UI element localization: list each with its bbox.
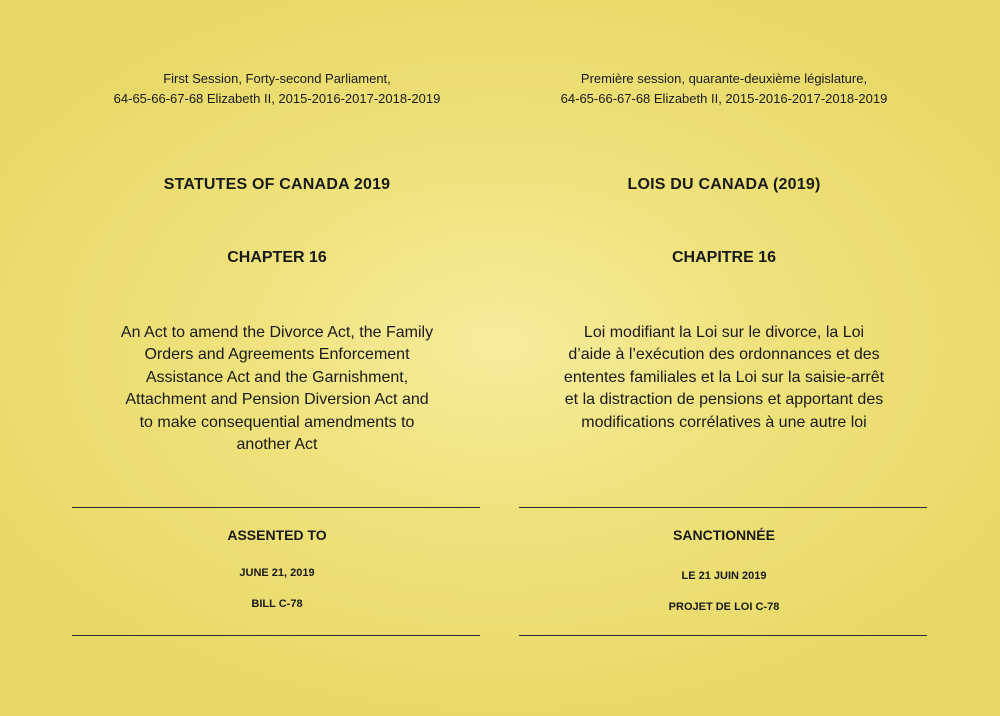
session-line: 64-65-66-67-68 Elizabeth II, 2015-2016-2017-2018-2019 (560, 91, 888, 106)
act-title (519, 322, 929, 434)
title-line: Attachment and Pension Diversion Act and (125, 391, 429, 409)
bill-number: BILL C-78 (251, 598, 303, 610)
session-info (72, 69, 482, 109)
title-line: Loi modifiant la Loi sur le divorce, la Loi (583, 324, 865, 341)
chapter-heading: CHAPTER 16 (227, 249, 327, 266)
divider-top (519, 507, 927, 508)
title-line: to make consequential amendments to (139, 413, 415, 431)
chapter-heading: CHAPITRE 16 (671, 249, 777, 266)
assent-heading: SANCTIONNÉE (673, 527, 775, 543)
french-column (519, 0, 929, 716)
title-line: modifications corrélatives à une autre loi (581, 413, 867, 431)
assent-date: JUNE 21, 2019 (239, 567, 315, 579)
bill-number: PROJET DE LOI C-78 (668, 601, 780, 613)
session-line: First Session, Forty-second Parliament, (163, 71, 391, 86)
title-line: et la distraction de pensions et apportant des (564, 391, 884, 409)
title-line: d’aide à l’exécution des ordonnances et des (568, 346, 880, 364)
divider-top (72, 507, 480, 508)
session-line: 64-65-66-67-68 Elizabeth II, 2015-2016-2017-2018-2019 (113, 91, 441, 106)
assent-date: LE 21 JUIN 2019 (681, 570, 767, 582)
title-line: Assistance Act and the Garnishment, (145, 368, 409, 386)
title-line: ententes familiales et la Loi sur la saisie-arrêt (563, 368, 885, 386)
divider-bottom (519, 635, 927, 636)
statutes-heading: STATUTES OF CANADA 2019 (163, 176, 391, 193)
divider-bottom (72, 635, 480, 636)
session-info (519, 69, 929, 109)
title-line: another Act (236, 436, 318, 454)
title-line: Orders and Agreements Enforcement (144, 346, 410, 364)
act-title (72, 322, 482, 456)
statutes-heading: LOIS DU CANADA (2019) (627, 176, 821, 193)
assent-heading: ASSENTED TO (227, 527, 327, 543)
title-line: An Act to amend the Divorce Act, the Family (120, 324, 434, 341)
session-line: Première session, quarante-deuxième législature, (580, 71, 868, 86)
english-column (72, 0, 482, 716)
